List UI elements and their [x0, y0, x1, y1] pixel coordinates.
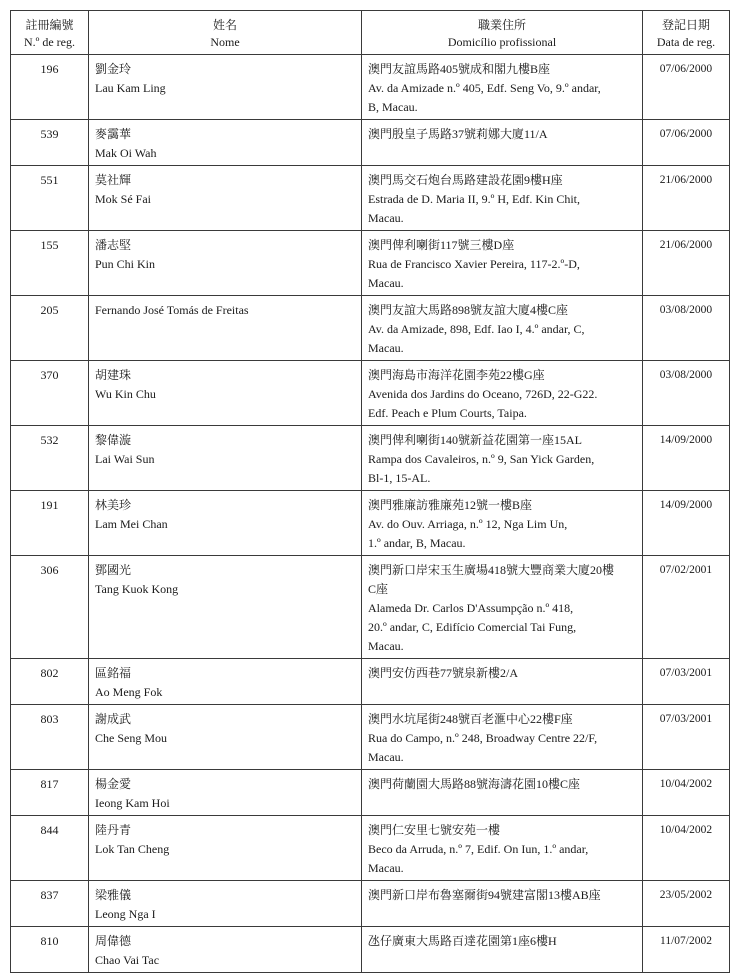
name-cell	[89, 166, 362, 231]
reg-date-cell	[643, 166, 730, 231]
reg-number: 196	[40, 62, 59, 76]
reg-date-cell	[643, 120, 730, 166]
reg-date: 07/02/2001	[659, 564, 713, 576]
reg-number-cell	[11, 361, 89, 426]
reg-date-cell	[643, 361, 730, 426]
name-line: Wu Kin Chu	[95, 387, 156, 401]
reg-number: 803	[40, 712, 59, 726]
reg-date-cell	[643, 296, 730, 361]
header-row	[11, 11, 730, 55]
registry-table	[10, 10, 730, 973]
header-address: 職業住所 Domicílio profissional	[362, 11, 643, 55]
address-cell	[362, 705, 643, 770]
reg-number-cell	[11, 120, 89, 166]
name-cell	[89, 556, 362, 659]
address-cell	[362, 120, 643, 166]
registry-table-container	[10, 10, 729, 973]
name-line: Lok Tan Cheng	[95, 842, 170, 856]
reg-date-cell	[643, 705, 730, 770]
reg-date-cell	[643, 881, 730, 927]
address-line: 澳門水坑尾街248號百老滙中心22樓F座	[368, 712, 573, 726]
address-line: Macau.	[368, 341, 404, 355]
table-row	[11, 770, 730, 816]
reg-date: 14/09/2000	[659, 499, 713, 511]
reg-date: 21/06/2000	[659, 239, 713, 251]
reg-number-cell	[11, 705, 89, 770]
reg-date: 03/08/2000	[659, 304, 713, 316]
reg-number: 205	[40, 303, 59, 317]
address-line: 澳門仁安里七號安苑一樓	[368, 823, 501, 837]
reg-number: 802	[40, 666, 59, 680]
reg-number: 306	[40, 563, 59, 577]
name-line: 周偉德	[95, 934, 132, 948]
reg-number-cell	[11, 816, 89, 881]
address-line: 1.º andar, B, Macau.	[368, 536, 466, 550]
reg-date: 03/08/2000	[659, 369, 713, 381]
address-line: Macau.	[368, 750, 404, 764]
reg-number: 370	[40, 368, 59, 382]
reg-number-cell	[11, 231, 89, 296]
name-line: 林美珍	[95, 498, 132, 512]
reg-number: 532	[40, 433, 59, 447]
address-cell	[362, 927, 643, 973]
reg-date-cell	[643, 55, 730, 120]
address-cell	[362, 556, 643, 659]
reg-number: 191	[40, 498, 59, 512]
name-line: 楊金愛	[95, 777, 132, 791]
reg-number-cell	[11, 556, 89, 659]
reg-number-cell	[11, 659, 89, 705]
name-cell	[89, 426, 362, 491]
name-line: 胡建珠	[95, 368, 132, 382]
reg-date-cell	[643, 816, 730, 881]
name-line: Mak Oi Wah	[95, 146, 157, 160]
address-line: Macau.	[368, 276, 404, 290]
reg-date-cell	[643, 556, 730, 659]
name-cell	[89, 816, 362, 881]
table-row	[11, 55, 730, 120]
address-line: Macau.	[368, 211, 404, 225]
reg-date: 11/07/2002	[660, 935, 712, 947]
reg-date-cell	[643, 927, 730, 973]
header-reg-no: 註冊編號 N.º de reg.	[11, 11, 89, 55]
name-cell	[89, 361, 362, 426]
name-cell	[89, 659, 362, 705]
address-line: 澳門友誼馬路405號成和閣九樓B座	[368, 62, 551, 76]
reg-number: 539	[40, 127, 59, 141]
name-cell	[89, 881, 362, 927]
reg-date-cell	[643, 659, 730, 705]
name-line: Pun Chi Kin	[95, 257, 156, 271]
name-cell	[89, 927, 362, 973]
name-line: 梁雅儀	[95, 888, 132, 902]
name-line: 潘志堅	[95, 238, 132, 252]
address-cell	[362, 881, 643, 927]
reg-date-cell	[643, 770, 730, 816]
address-cell	[362, 491, 643, 556]
reg-number: 817	[40, 777, 59, 791]
reg-date: 14/09/2000	[659, 434, 713, 446]
header-name: 姓名 Nome	[89, 11, 362, 55]
address-line: Rua de Francisco Xavier Pereira, 117-2.º-D,	[368, 257, 580, 271]
reg-date: 07/06/2000	[659, 128, 713, 140]
address-line: Macau.	[368, 639, 404, 653]
address-line: Av. da Amizade n.º 405, Edf. Seng Vo, 9.º andar,	[368, 81, 601, 95]
reg-number-cell	[11, 296, 89, 361]
address-cell	[362, 166, 643, 231]
address-cell	[362, 231, 643, 296]
name-cell	[89, 770, 362, 816]
reg-number: 844	[40, 823, 59, 837]
name-line: Fernando José Tomás de Freitas	[95, 303, 249, 317]
table-row	[11, 296, 730, 361]
address-line: 澳門馬交石炮台馬路建設花園9樓H座	[368, 173, 563, 187]
reg-number-cell	[11, 927, 89, 973]
name-line: 莫社輝	[95, 173, 132, 187]
address-line: 氹仔廣東大馬路百達花園第1座6樓H	[368, 934, 557, 948]
table-row	[11, 927, 730, 973]
reg-date: 10/04/2002	[659, 778, 713, 790]
address-line: C座	[368, 582, 389, 596]
address-line: 澳門友誼大馬路898號友誼大廈4樓C座	[368, 303, 569, 317]
address-line: Av. da Amizade, 898, Edf. Iao I, 4.º andar, C,	[368, 322, 585, 336]
address-line: 澳門荷蘭園大馬路88號海濤花園10樓C座	[368, 777, 581, 791]
table-body	[11, 55, 730, 973]
reg-date: 07/03/2001	[659, 713, 713, 725]
address-line: Av. do Ouv. Arriaga, n.º 12, Nga Lim Un,	[368, 517, 568, 531]
reg-number-cell	[11, 881, 89, 927]
reg-number: 810	[40, 934, 59, 948]
reg-date: 07/03/2001	[659, 667, 713, 679]
address-line: 澳門雅廉訪雅廉苑12號一樓B座	[368, 498, 533, 512]
table-row	[11, 426, 730, 491]
name-cell	[89, 231, 362, 296]
reg-number-cell	[11, 426, 89, 491]
address-line: B, Macau.	[368, 100, 418, 114]
address-cell	[362, 816, 643, 881]
address-line: Macau.	[368, 861, 404, 875]
address-line: 澳門俾利喇街117號三樓D座	[368, 238, 515, 252]
address-line: Rua do Campo, n.º 248, Broadway Centre 22/F,	[368, 731, 598, 745]
name-line: 區銘福	[95, 666, 132, 680]
reg-number-cell	[11, 770, 89, 816]
name-cell	[89, 296, 362, 361]
table-row	[11, 231, 730, 296]
address-line: Edf. Peach e Plum Courts, Taipa.	[368, 406, 527, 420]
name-line: Chao Vai Tac	[95, 953, 160, 967]
header-date: 登記日期 Data de reg.	[643, 11, 730, 55]
name-line: 謝成武	[95, 712, 132, 726]
name-line: 鄧國光	[95, 563, 132, 577]
name-line: Mok Sé Fai	[95, 192, 152, 206]
name-line: Lam Mei Chan	[95, 517, 168, 531]
name-line: 陸丹青	[95, 823, 132, 837]
address-cell	[362, 296, 643, 361]
address-line: 20.º andar, C, Edifício Comercial Tai Fung,	[368, 620, 577, 634]
address-cell	[362, 426, 643, 491]
name-line: Leong Nga I	[95, 907, 156, 921]
name-line: 劉金玲	[95, 62, 132, 76]
table-row	[11, 491, 730, 556]
name-line: 黎偉漩	[95, 433, 132, 447]
address-line: 澳門海島市海洋花園李苑22樓G座	[368, 368, 545, 382]
address-line: Rampa dos Cavaleiros, n.º 9, San Yick Garden,	[368, 452, 595, 466]
address-line: 澳門新口岸布魯塞爾街94號建富閣13樓AB座	[368, 888, 601, 902]
reg-date: 10/04/2002	[659, 824, 713, 836]
table-row	[11, 816, 730, 881]
address-cell	[362, 361, 643, 426]
address-line: Estrada de D. Maria II, 9.º H, Edf. Kin Chit,	[368, 192, 581, 206]
reg-date-cell	[643, 491, 730, 556]
address-line: Bl-1, 15-AL.	[368, 471, 431, 485]
name-cell	[89, 55, 362, 120]
address-line: Beco da Arruda, n.º 7, Edif. On Iun, 1.º andar,	[368, 842, 589, 856]
name-line: Lai Wai Sun	[95, 452, 155, 466]
name-line: Ao Meng Fok	[95, 685, 163, 699]
name-line: Tang Kuok Kong	[95, 582, 179, 596]
table-row	[11, 881, 730, 927]
reg-number-cell	[11, 491, 89, 556]
address-line: 澳門殷皇子馬路37號莉娜大廈11/A	[368, 127, 548, 141]
reg-date-cell	[643, 426, 730, 491]
reg-date: 21/06/2000	[659, 174, 713, 186]
reg-date: 07/06/2000	[659, 63, 713, 75]
reg-number: 155	[40, 238, 59, 252]
name-line: Lau Kam Ling	[95, 81, 166, 95]
name-line: Che Seng Mou	[95, 731, 167, 745]
table-header	[11, 11, 730, 55]
table-row	[11, 361, 730, 426]
table-row	[11, 120, 730, 166]
reg-date-cell	[643, 231, 730, 296]
address-line: 澳門俾利喇街140號新益花園第一座15AL	[368, 433, 582, 447]
address-cell	[362, 55, 643, 120]
reg-date: 23/05/2002	[659, 889, 713, 901]
address-cell	[362, 770, 643, 816]
name-cell	[89, 705, 362, 770]
name-line: 麥靄華	[95, 127, 132, 141]
table-row	[11, 166, 730, 231]
name-line: Ieong Kam Hoi	[95, 796, 170, 810]
address-line: 澳門安仿西巷77號泉新樓2/A	[368, 666, 519, 680]
address-line: Alameda Dr. Carlos D'Assumpção n.º 418,	[368, 601, 574, 615]
reg-number: 837	[40, 888, 59, 902]
address-cell	[362, 659, 643, 705]
table-row	[11, 705, 730, 770]
reg-number-cell	[11, 55, 89, 120]
address-line: Avenida dos Jardins do Oceano, 726D, 22-G22.	[368, 387, 598, 401]
name-cell	[89, 120, 362, 166]
name-cell	[89, 491, 362, 556]
reg-number-cell	[11, 166, 89, 231]
address-line: 澳門新口岸宋玉生廣場418號大豐商業大廈20樓	[368, 563, 615, 577]
table-row	[11, 556, 730, 659]
reg-number: 551	[40, 173, 59, 187]
table-row	[11, 659, 730, 705]
